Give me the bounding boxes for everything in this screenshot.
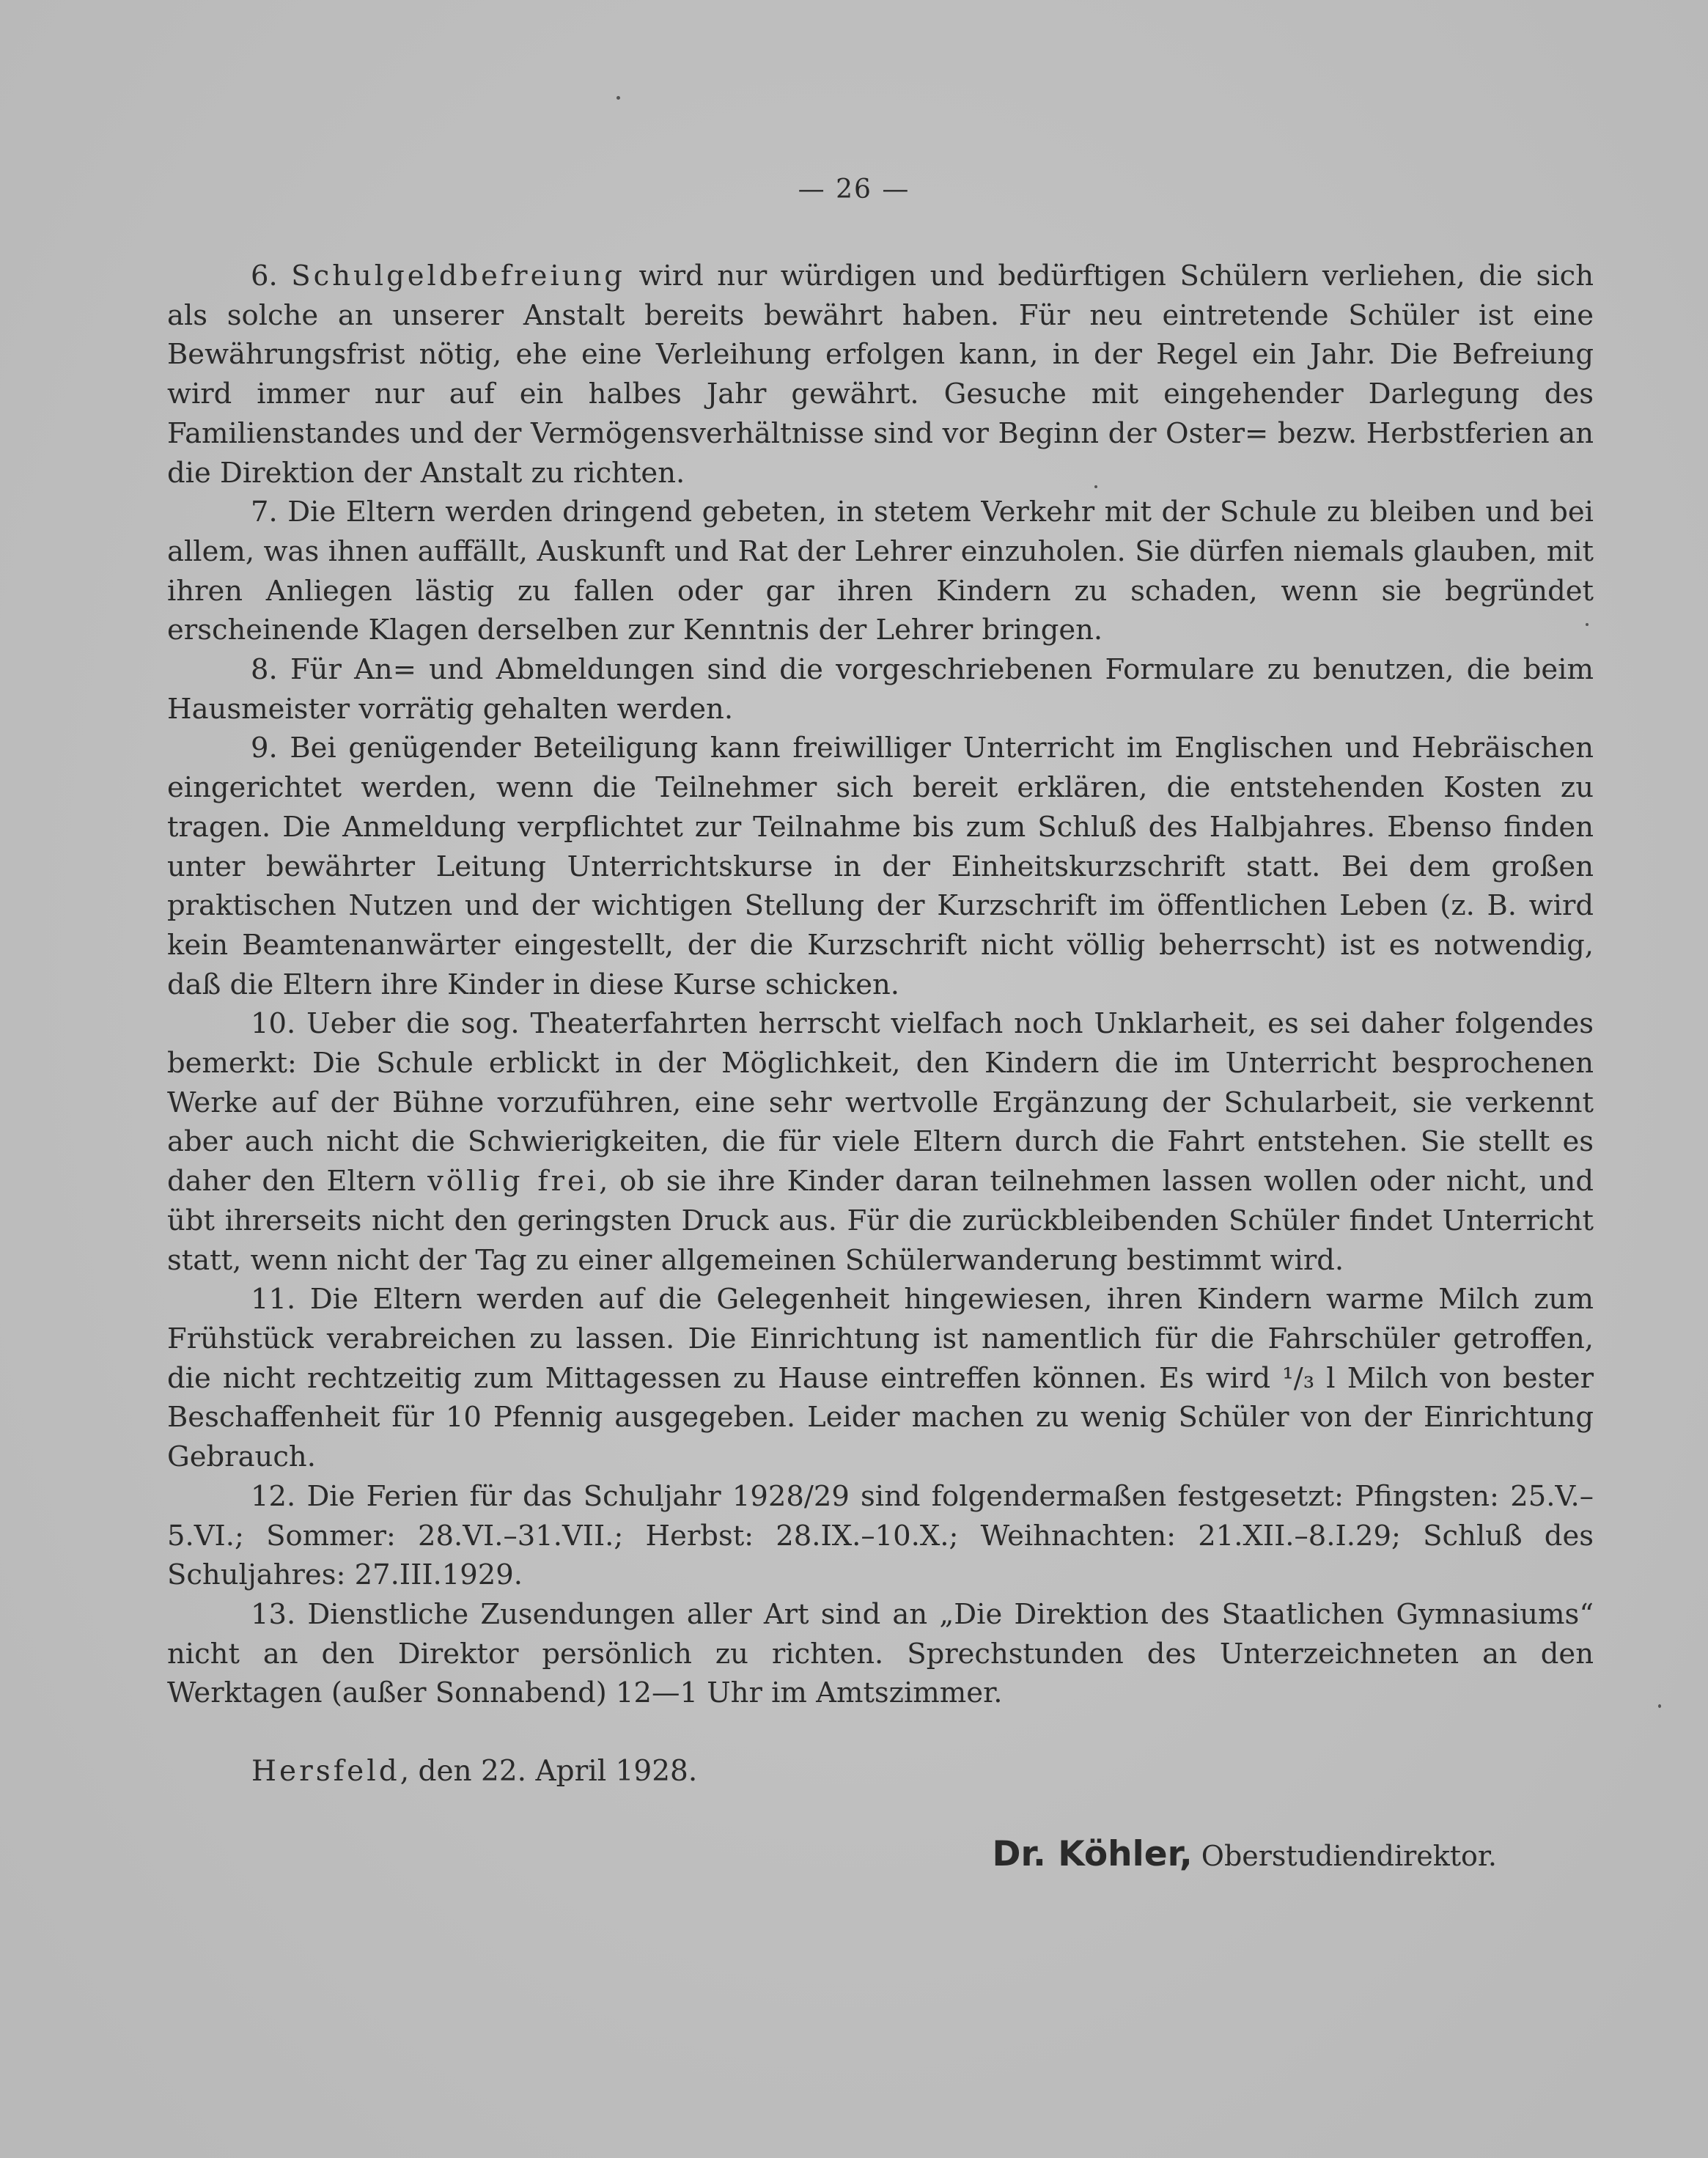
paragraph-9: 9. Bei genügender Beteiligung kann freiwilliger Unterricht im Englischen und Hebräischen eingerichtet werden, wenn die Teilnehmer sich bereit erklären, die entstehenden Kosten zu tragen. Die Anmeldung verpflichtet zur Teilnahme bis zum Schluß des Halbjahres. Ebenso finden unter bewährter Leitung Unterrichtskurse in der Einheitskurzschrift statt. Bei dem großen praktischen Nutzen und der wichtigen Stellung der Kurzschrift im öffentlichen Leben (z. B. wird kein Beamtenanwärter eingestellt, der die Kurzschrift nicht völlig beherrscht) ist es notwendig, daß die Eltern ihre Kinder in diese Kurse schicken. [167, 732, 1594, 1001]
paragraph-13: 13. Dienstliche Zusendungen aller Art sind an „Die Direktion des Staatlichen Gymnasiums“ nicht an den Direktor persönlich zu richten. Sprechstunden des Unterzeichneten an den Werktagen (außer Sonnabend) 12—1 Uhr im Amtszimmer. [167, 1597, 1594, 1710]
paper-speck [1094, 485, 1097, 488]
paper-speck [1658, 1704, 1661, 1708]
paragraph-11: 11. Die Eltern werden auf die Gelegenheit hingewiesen, ihren Kindern warme Milch zum Frühstück verabreichen zu lassen. Die Einrichtung ist namentlich für die Fahrschüler getroffen, die nicht rechtzeitig zum Mittagessen zu Hause eintreffen können. Es wird ¹/₃ l Milch von bester Beschaffenheit für 10 Pfennig ausgegeben. Leider machen zu wenig Schüler von der Einrichtung Gebrauch. [167, 1283, 1594, 1474]
paragraph-6-lead: 6. [251, 259, 292, 292]
paragraph-12: 12. Die Ferien für das Schuljahr 1928/29 sind folgendermaßen festgesetzt: Pfingsten: 25.V.–5.VI.; Sommer: 28.VI.–31.VII.; Herbst: 28.IX.–10.X.; Weihnachten: 21.XII.–8.I.29; Schluß des Schuljahres: 27.III.1929. [167, 1479, 1594, 1592]
signature-title: Oberstudiendirektor. [1201, 1840, 1497, 1872]
paper-speck [1586, 623, 1589, 626]
paragraph-6 [167, 257, 1594, 493]
paragraph-10-spaced-term: völlig frei [427, 1165, 600, 1198]
paragraph-10-lead: 10. Ueber die sog. Theaterfahrten herrscht vielfach noch Unklarheit, es sei daher folgendes bemerkt: Die Schule erblickt in der Möglichkeit, den Kindern die im Unterricht besprochenen Werke auf der Bühne vorzuführen, eine sehr wertvolle Ergänzung der Schularbeit, sie verkennt aber auch nicht die Schwierigkeiten, die für viele Eltern durch die Fahrt entstehen. Sie stellt es daher den Eltern [167, 1007, 1594, 1198]
paragraph-6-text: wird nur würdigen und bedürftigen Schülern verliehen, die sich als solche an unserer Anstalt bereits bewährt haben. Für neu eintretende Schüler ist eine Bewährungsfrist nötig, ehe eine Verleihung erfolgen kann, in der Regel ein Jahr. Die Befreiung wird immer nur auf ein halbes Jahr gewährt. Gesuche mit eingehender Darlegung des Familienstandes und der Vermögensverhältnisse sind vor Beginn der Oster= bezw. Herbstferien an die Direktion der Anstalt zu richten. [167, 259, 1594, 490]
paragraph-10-text: , ob sie ihre Kinder daran teilnehmen lassen wollen oder nicht, und übt ihrerseits nicht den geringsten Druck aus. Für die zurückbleibenden Schüler findet Unterricht statt, wenn nicht der Tag zu einer allgemeinen Schülerwanderung bestimmt wird. [167, 1165, 1594, 1277]
paragraph-6-spaced-term: Schulgeldbefreiung [291, 259, 625, 292]
paragraph-7: 7. Die Eltern werden dringend gebeten, in stetem Verkehr mit der Schule zu bleiben und bei allem, was ihnen auffällt, Auskunft und Rat der Lehrer einzuholen. Sie dürfen niemals glauben, mit ihren Anliegen lästig zu fallen oder gar ihren Kindern zu schaden, wenn sie begründet erscheinende Klagen derselben zur Kenntnis der Lehrer bringen. [167, 496, 1594, 647]
page-number: — 26 — [798, 174, 910, 205]
closing-place: Hersfeld [251, 1755, 400, 1788]
closing-date: , den 22. April 1928. [400, 1755, 698, 1788]
signature-name: Dr. Köhler, [992, 1834, 1193, 1874]
paragraph-10 [167, 1004, 1594, 1280]
body-text [167, 257, 1594, 1713]
closing-place-date [251, 1755, 697, 1788]
paragraph-8: 8. Für An= und Abmeldungen sind die vorgeschriebenen Formulare zu benutzen, die beim Hausmeister vorrätig gehalten werden. [167, 653, 1594, 726]
signature [993, 1834, 1497, 1874]
paper-speck [616, 96, 620, 100]
